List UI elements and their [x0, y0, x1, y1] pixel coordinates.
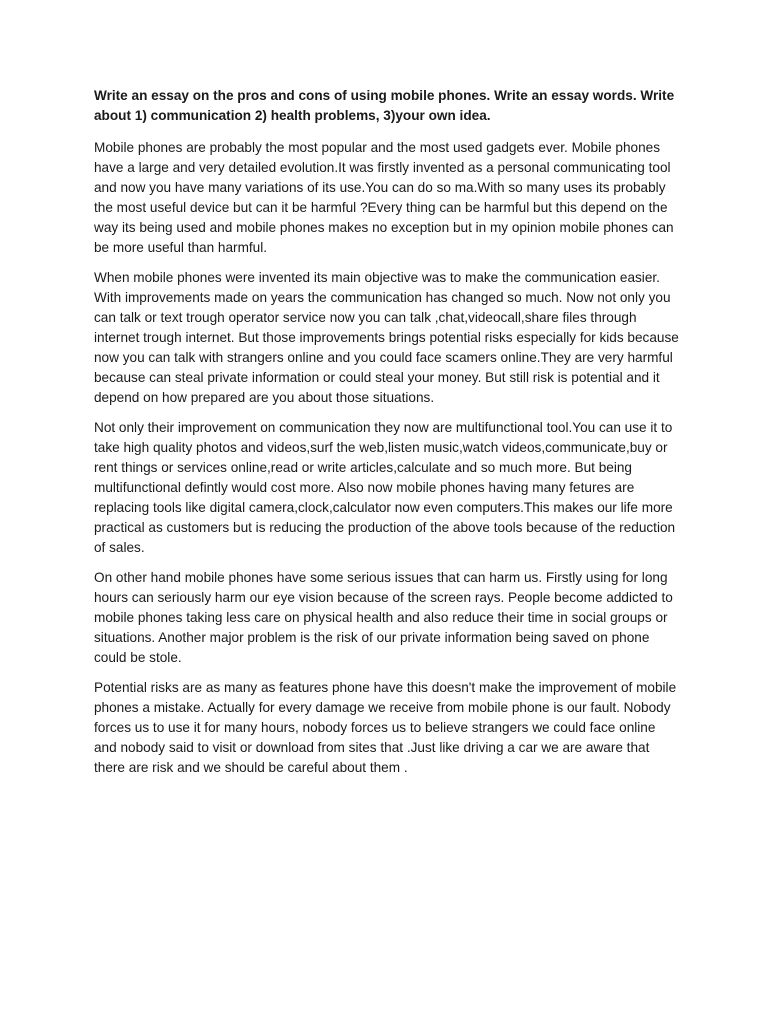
essay-prompt: Write an essay on the pros and cons of using mobile phones. Write an essay words. Write about 1) communication 2) health problems, 3)your own idea. — [94, 88, 675, 123]
paragraph-conclusion: Potential risks are as many as features phone have this doesn't make the improvement of mobile phones a mistake. Actually for every damage we receive from mobile phone is our fault. Nobody forces us to use it for many hours, nobody forces us to believe strangers we could face online and nobody said to visit or download from sites that .Just like driving a car we are aware that there are risk and we should be careful about them . — [94, 680, 677, 775]
paragraph-multifunctional: Not only their improvement on communication they now are multifunctional tool.You can use it to take high quality photos and videos,surf the web,listen music,watch videos,communicate,buy or rent things or services online,read or write articles,calculate and so much more. But being multifunctional defintly would cost more. Also now mobile phones having many fetures are replacing tools like digital camera,clock,calculator now even computers.This makes our life more practical as customers but is reducing the production of the above tools because of the reduction of sales. — [94, 420, 676, 555]
paragraph-health-problems: On other hand mobile phones have some serious issues that can harm us. Firstly using for long hours can seriously harm our eye vision because of the screen rays. People become addicted to mobile phones taking less care on physical health and also reduce their time in social groups or situations. Another major problem is the risk of our private information being saved on phone could be stole. — [94, 570, 673, 665]
paragraph-introduction: Mobile phones are probably the most popular and the most used gadgets ever. Mobile phones have a large and very detailed evolution.It was firstly invented as a personal communicating tool and now you have many variations of its use.You can do so ma.With so many uses its probably the most useful device but can it be harmful ?Every thing can be harmful but this depend on the way its being used and mobile phones makes no exception but in my opinion mobile phones can be more useful than harmful. — [94, 140, 674, 255]
paragraph-communication: When mobile phones were invented its main objective was to make the communication easier. With improvements made on years the communication has changed so much. Now not only you can talk or text trough operator service now you can talk ,chat,videocall,share files through internet trough internet. But those improvements brings potential risks especially for kids because now you can talk with strangers online and you could face scamers online.They are very harmful because can steal private information or could steal your money. But still risk is potential and it depend on how prepared are you about those situations. — [94, 270, 679, 405]
